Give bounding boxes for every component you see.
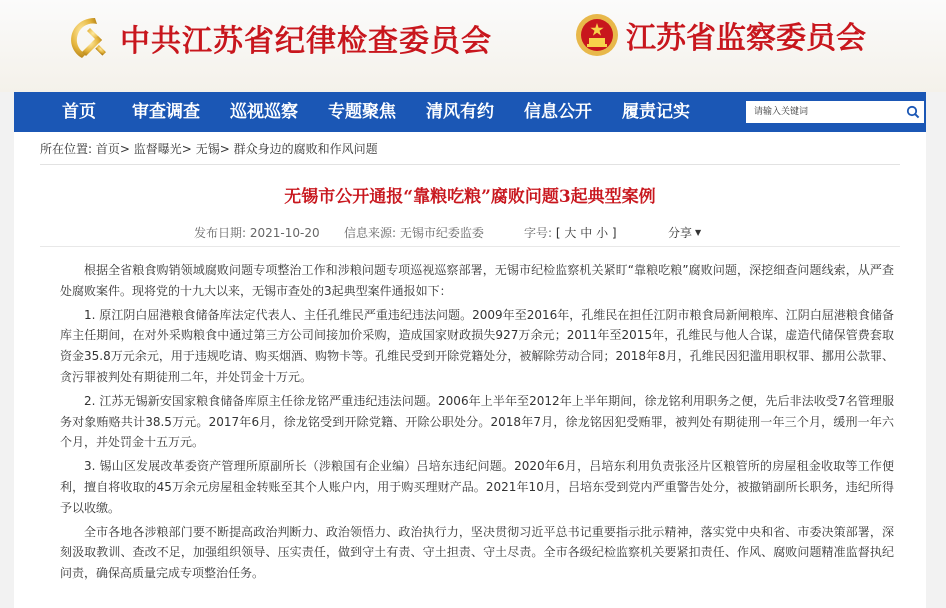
meta-divider xyxy=(40,246,900,247)
breadcrumb-item-exposure[interactable]: 监督曝光 xyxy=(133,142,182,156)
nav-item-inspection[interactable]: 巡视巡察 xyxy=(230,102,298,122)
breadcrumb-item-home[interactable]: 首页 xyxy=(95,142,120,156)
supervision-brand[interactable] xyxy=(574,12,866,58)
nav-item-home[interactable]: 首页 xyxy=(62,102,96,122)
article-paragraph: 3. 锡山区发展改革委资产管理所原副所长（涉粮国有企业编）吕培东违纪问题。2020年6月，吕培东利用负责张泾片区粮管所的房屋租金收取等工作便利，擅自将收取的45万余元房屋租金转账至其个人账户内，用于购买理财产品。2021年10月，吕培东受到党内严重警告处分，被撤销副所长职务，违纪所得予以收缴。 xyxy=(60,459,894,515)
article-body xyxy=(60,260,894,587)
party-emblem-icon xyxy=(62,12,114,64)
font-size-bracket: ] xyxy=(611,226,617,240)
publish-date-value: 2021-10-20 xyxy=(249,226,320,240)
font-size-small[interactable]: 小 xyxy=(596,226,609,240)
info-source xyxy=(344,224,484,241)
nav-item-disclosure[interactable]: 信息公开 xyxy=(524,102,592,122)
breadcrumb-item-wuxi[interactable]: 无锡 xyxy=(195,142,220,156)
breadcrumb xyxy=(40,140,378,157)
nav-item-clean-breeze[interactable]: 清风有约 xyxy=(426,102,494,122)
site-header xyxy=(0,0,946,92)
publish-date-label: 发布日期: xyxy=(194,226,247,240)
font-size-label: 字号: xyxy=(524,226,553,240)
share-label: 分享 xyxy=(668,226,693,240)
nav-items xyxy=(62,92,720,132)
breadcrumb-separator: > xyxy=(219,142,230,156)
breadcrumb-divider xyxy=(40,164,900,165)
info-source-label: 信息来源: xyxy=(344,226,397,240)
font-size-medium[interactable]: 中 xyxy=(580,226,593,240)
left-site-title: 中共江苏省纪律检查委员会 xyxy=(120,24,492,59)
article-title: 无锡市公开通报“靠粮吃粮”腐败问题3起典型案例 xyxy=(284,187,656,207)
article-paragraph: 根据全省粮食购销领域腐败问题专项整治工作和涉粮问题专项巡视巡察部署，无锡市纪检监察机关紧盯“靠粮吃粮”腐败问题，深挖细查问题线索，从严查处腐败案件。现将党的十九大以来，无锡市查处的3起典型案件通报如下： xyxy=(60,263,894,298)
article-paragraph: 2. 江苏无锡新安国家粮食储备库原主任徐龙铭严重违纪违法问题。2006年上半年至2012年上半年期间，徐龙铭利用职务之便，先后非法收受7名管理服务对象贿赂共计38.5万元。2017年6月，徐龙铭受到开除党籍、开除公职处分。2018年7月，徐龙铭因犯受贿罪，被判处有期徒刑一年三个月，缓刑一年六个月，并处罚金十五万元。 xyxy=(60,393,894,450)
national-emblem-icon xyxy=(574,12,620,58)
search-box xyxy=(746,101,924,123)
nav-item-topics[interactable]: 专题聚焦 xyxy=(328,102,396,122)
search-icon xyxy=(906,105,920,119)
share-button[interactable] xyxy=(668,224,701,241)
font-size-large[interactable]: 大 xyxy=(564,226,577,240)
publish-date xyxy=(194,224,320,241)
font-size-control xyxy=(524,224,617,241)
breadcrumb-separator: > xyxy=(181,142,192,156)
breadcrumb-separator: > xyxy=(119,142,130,156)
article-container xyxy=(14,132,926,608)
cpc-discipline-brand[interactable] xyxy=(62,12,492,64)
breadcrumb-item-current[interactable]: 群众身边的腐败和作风问题 xyxy=(233,142,378,156)
article-paragraph: 1. 原江阴白屈港粮食储备库法定代表人、主任孔维民严重违纪违法问题。2009年至2016年，孔维民在担任江阴市粮食局新闸粮库、江阴白屈港粮食储备库主任期间，在对外采购粮食中通过第三方公司间接加价采购，造成国家财政损失927万余元；2011年至2015年，孔维民与他人合谋，虚造代储保管费套取资金35.8万元余元，用于违规吃请、购买烟酒、购物卡等。孔维民受到开除党籍处分，被解除劳动合同；2018年8月，孔维民因犯滥用职权罪、挪用公款罪、贪污罪被判处有期徒刑二年，并处罚金十万元。 xyxy=(60,307,894,384)
right-site-title: 江苏省监察委员会 xyxy=(626,21,866,56)
search-input[interactable] xyxy=(746,102,902,122)
breadcrumb-prefix: 所在位置: xyxy=(40,142,93,156)
search-button[interactable] xyxy=(902,101,924,123)
nav-item-investigation[interactable]: 审查调查 xyxy=(132,102,200,122)
article-paragraph: 全市各地各涉粮部门要不断提高政治判断力、政治领悟力、政治执行力，坚决贯彻习近平总书记重要指示批示精神，落实党中央和省、市委决策部署，深刻汲取教训、查改不足，加强组织领导、压实责任，做到守土有责、守土担责、守土尽责。全市各级纪检监察机关要紧扣责任、作风、腐败问题精准监督执纪问责，确保高质量完成专项整治任务。 xyxy=(60,524,894,581)
info-source-value: 无锡市纪委监委 xyxy=(399,226,484,240)
main-nav xyxy=(14,92,926,132)
nav-item-duty-records[interactable]: 履责记实 xyxy=(622,102,690,122)
caret-down-icon: ▼ xyxy=(695,228,702,237)
font-size-bracket: [ xyxy=(555,226,561,240)
